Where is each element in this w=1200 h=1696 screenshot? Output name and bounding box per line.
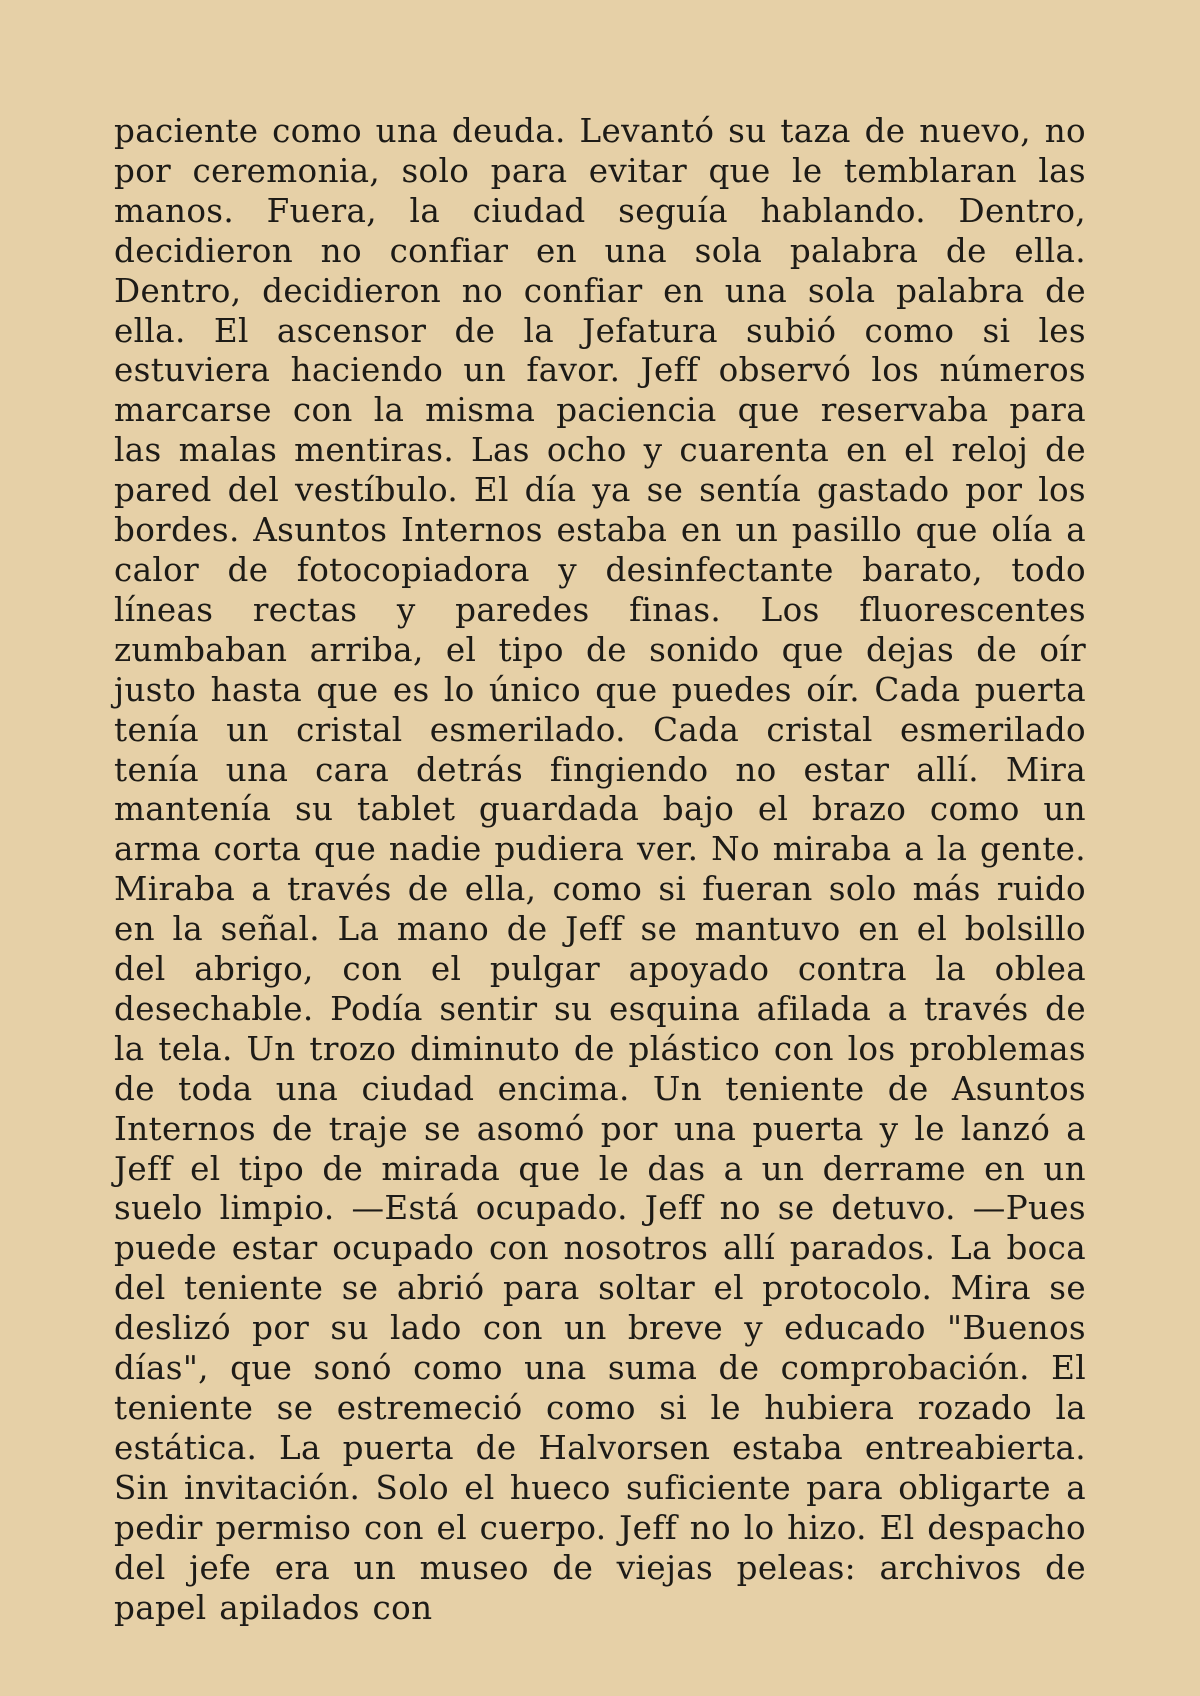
- body-paragraph: paciente como una deuda. Levantó su taza de nuevo, no por ceremonia, solo para evitar que le temblaran las manos. Fuera, la ciudad seguía hablando. Dentro, decidieron no confiar en una sola palabra de ella. Dentro, decidieron no confiar en una sola palabra de ella. El ascensor de la Jefatura subió como si les estuviera haciendo un favor. Jeff observó los números marcarse con la misma paciencia que reservaba para las malas mentiras. Las ocho y cuarenta en el reloj de pared del vestíbulo. El día ya se sentía gastado por los bordes. Asuntos Internos estaba en un pasillo que olía a calor de fotocopiadora y desinfectante barato, todo líneas rectas y paredes finas. Los fluorescentes zumbaban arriba, el tipo de sonido que dejas de oír justo hasta que es lo único que puedes oír. Cada puerta tenía un cristal esmerilado. Cada cristal esmerilado tenía una cara detrás fingiendo no estar allí. Mira mantenía su tablet guardada bajo el brazo como un arma corta que nadie pudiera ver. No miraba a la gente. Miraba a través de ella, como si fueran solo más ruido en la señal. La mano de Jeff se mantuvo en el bolsillo del abrigo, con el pulgar apoyado contra la oblea desechable. Podía sentir su esquina afilada a través de la tela. Un trozo diminuto de plástico con los problemas de toda una ciudad encima. Un teniente de Asuntos Internos de traje se asomó por una puerta y le lanzó a Jeff el tipo de mirada que le das a un derrame en un suelo limpio. —Está ocupado. Jeff no se detuvo. —Pues puede estar ocupado con nosotros allí parados. La boca del teniente se abrió para soltar el protocolo. Mira se deslizó por su lado con un breve y educado "Buenos días", que sonó como una suma de comprobación. El teniente se estremeció como si le hubiera rozado la estática. La puerta de Halvorsen estaba entreabierta. Sin invitación. Solo el hueco suficiente para obligarte a pedir permiso con el cuerpo. Jeff no lo hizo. El despacho del jefe era un museo de viejas peleas: archivos de papel apilados con: [114, 112, 1086, 1627]
- page-text-block: [114, 112, 1086, 1628]
